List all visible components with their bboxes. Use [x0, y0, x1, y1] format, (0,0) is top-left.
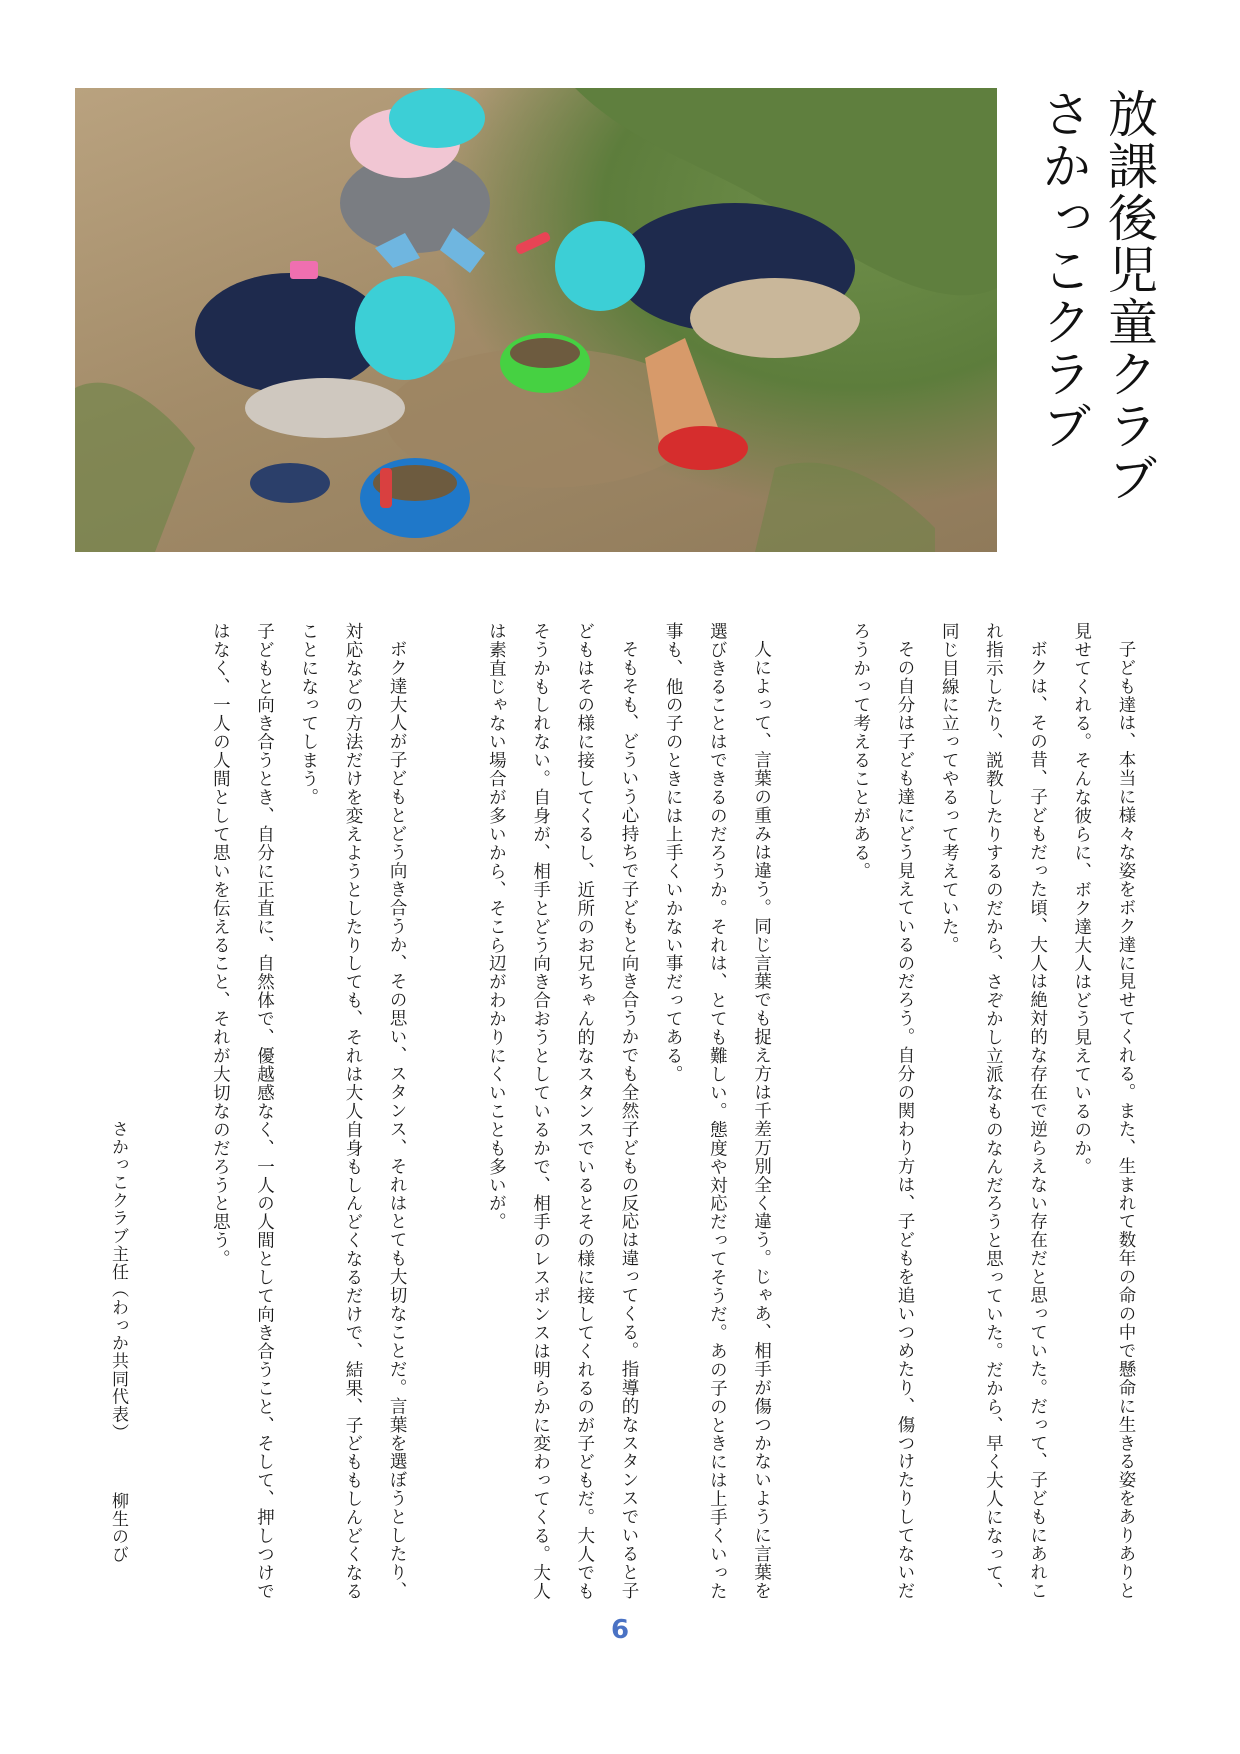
paragraph: 人によって、言葉の重みは違う。同じ言葉でも捉え方は千差万別全く違う。じゃあ、相手が傷つかないように言葉を選びきることはできるのだろうか。それは、とても難しい。態度や対応だってそうだ。あの子のときには上手くいった事も、他の子のときには上手くいかない事だってある。 [663, 622, 772, 1601]
children-playing-photo [75, 88, 997, 552]
paragraph: 子どもと向き合うとき、自分に正直に、自然体で、優越感なく、一人の人間として向き合うこと、そして、押しつけではなく、一人の人間として思いを伝えること、それが大切なのだろうと思う。 [210, 622, 275, 1601]
paragraph: ボクは、その昔、子どもだった頃、大人は絶対的な存在で逆らえない存在だと思っていた。だって、子どもにあれこれ指示したり、説教したりするのだから、さぞかし立派なものなんだろうと思っていた。だから、早く大人になって、同じ目線に立ってやるって考えていた。 [939, 622, 1048, 1601]
photo-illustration [75, 88, 997, 552]
paragraph: ボク達大人が子どもとどう向き合うか、その思い、スタンス、それはとても大切なことだ。言葉を選ぼうとしたり、対応などの方法だけを変えようとしたりしても、それは大人自身もしんどくなるだけで、結果、子どももしんどくなることになってしまう。 [298, 622, 408, 1601]
article-body [128, 622, 1148, 1602]
title-line-2: さかっこクラブ [1034, 88, 1092, 452]
paragraph: 子ども達は、本当に様々な姿をボク達に見せてくれる。また、生まれて数年の命の中で懸命に生きる姿をありありと見せてくれる。そんな彼らに、ボク達大人はどう見えているのか。 [1071, 622, 1136, 1600]
author-name: 柳生のび [108, 1492, 128, 1564]
author-signature [106, 1120, 131, 1610]
title-line-1: 放課後児童クラブ [1100, 88, 1158, 504]
author-role: さかっこクラブ主任（わっか共同代表） [108, 1120, 128, 1442]
paragraph: そもそも、どういう心持ちで子どもと向き合うかでも全然子どもの反応は違ってくる。指導的なスタンスでいると子どもはその様に接してくるし、近所のお兄ちゃん的なスタンスでいるとその様に接してくれるのが子どもだ。大人でもそうかもしれない。自身が、相手とどう向き合おうとしているかで、相手のレスポンスは明らかに変わってくる。大人は素直じゃない場合が多いから、そこら辺がわかりにくいことも多いが。 [486, 622, 639, 1601]
page-number: 6 [610, 1615, 630, 1645]
article-title [1030, 88, 1160, 558]
paragraph: その自分は子ども達にどう見えているのだろう。自分の関わり方は、子どもを追いつめたり、傷つけたりしてないだろうかって考えることがある。 [850, 622, 915, 1600]
